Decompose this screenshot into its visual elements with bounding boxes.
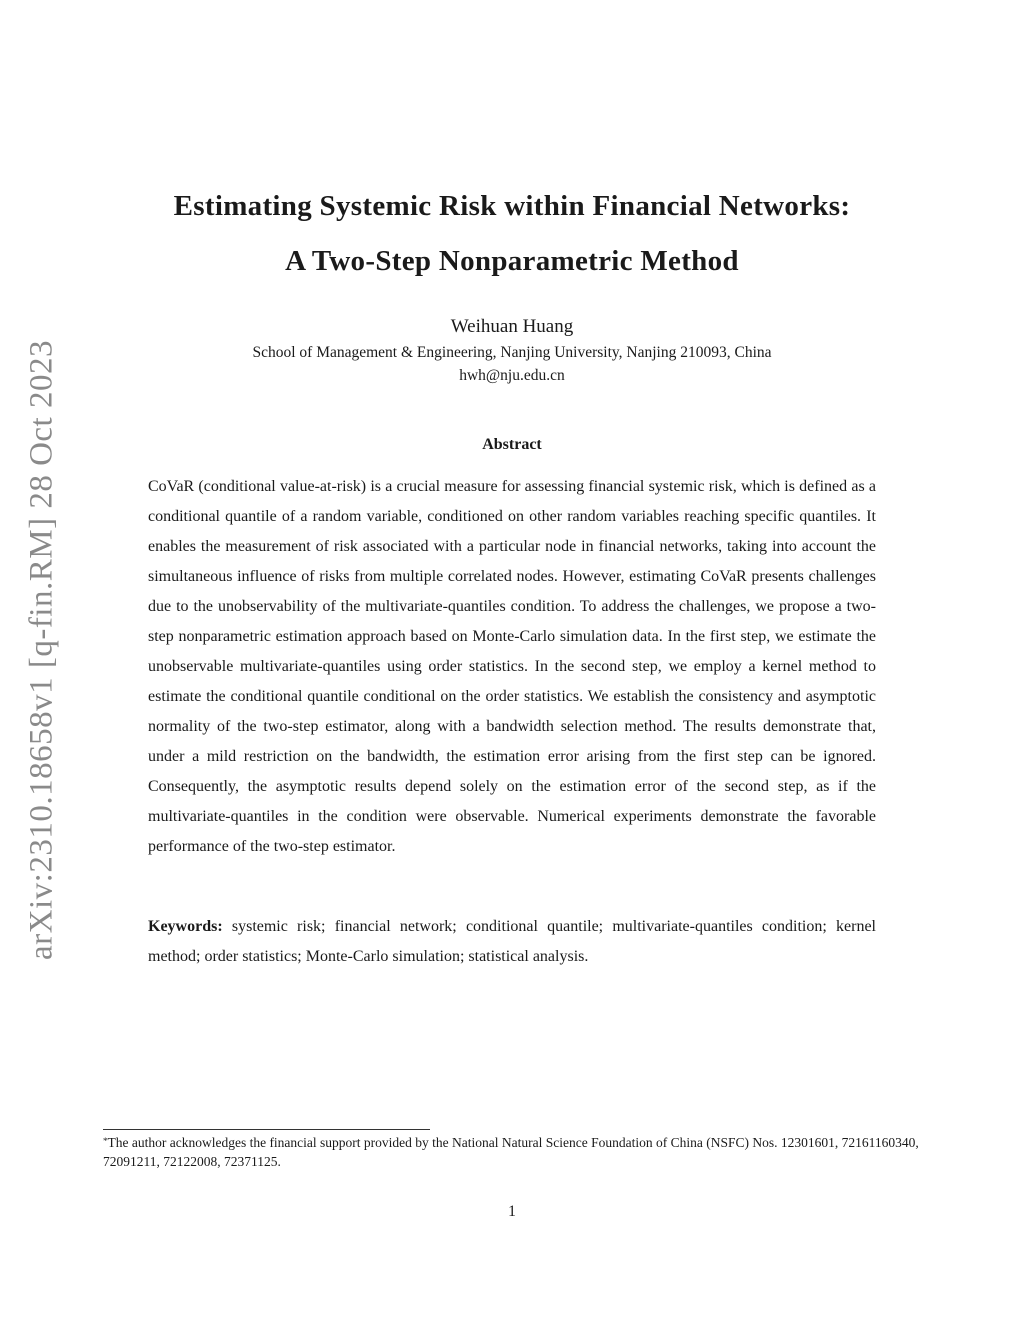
keywords-paragraph — [148, 912, 876, 972]
author-email[interactable]: hwh@nju.edu.cn — [459, 367, 565, 384]
footnote-text: The author acknowledges the financial support provided by the National Natural Science Foundation of China (NSFC) Nos. 12301601, 72161160340, 72091211, 72122008, 72371125. — [103, 1135, 919, 1169]
paper-title-line-1: Estimating Systemic Risk within Financial Networks: — [173, 190, 851, 222]
footnote-rule — [103, 1129, 430, 1130]
footnote-marker: * — [103, 1136, 108, 1146]
paper-title-line-2: A Two-Step Nonparametric Method — [285, 245, 739, 277]
keywords-text: systemic risk; financial network; conditional quantile; multivariate-quantiles condition; kernel method; order statistics; Monte-Carlo simulation; statistical analysis. — [148, 918, 876, 965]
abstract-heading: Abstract — [482, 436, 542, 453]
arxiv-identifier: arXiv:2310.18658v1 [q-fin.RM] 28 Oct 2023 — [23, 340, 60, 960]
author-affiliation: School of Management & Engineering, Nanjing University, Nanjing 210093, China — [252, 344, 772, 361]
page-number: 1 — [508, 1203, 516, 1220]
footnote — [103, 1133, 923, 1171]
abstract-text: CoVaR (conditional value-at-risk) is a crucial measure for assessing financial systemic risk, which is defined as a conditional quantile of a random variable, conditioned on other random variables reaching specific quantiles. It enables the measurement of risk associated with a particular node in financial networks, taking into account the simultaneous influence of risks from multiple correlated nodes. However, estimating CoVaR presents challenges due to the unobservability of the multivariate-quantiles condition. To address the challenges, we propose a two-step nonparametric estimation approach based on Monte-Carlo simulation data. In the first step, we estimate the unobservable multivariate-quantiles using order statistics. In the second step, we employ a kernel method to estimate the conditional quantile conditional on the order statistics. We establish the consistency and asymptotic normality of the two-step estimator, along with a bandwidth selection method. The results demonstrate that, under a mild restriction on the bandwidth, the estimation error arising from the first step can be ignored. Consequently, the asymptotic results depend solely on the estimation error of the second step, as if the multivariate-quantiles in the condition were observable. Numerical experiments demonstrate the favorable performance of the two-step estimator. — [148, 478, 876, 855]
author-name: Weihuan Huang — [450, 316, 574, 337]
keywords-label: Keywords: — [148, 918, 223, 935]
